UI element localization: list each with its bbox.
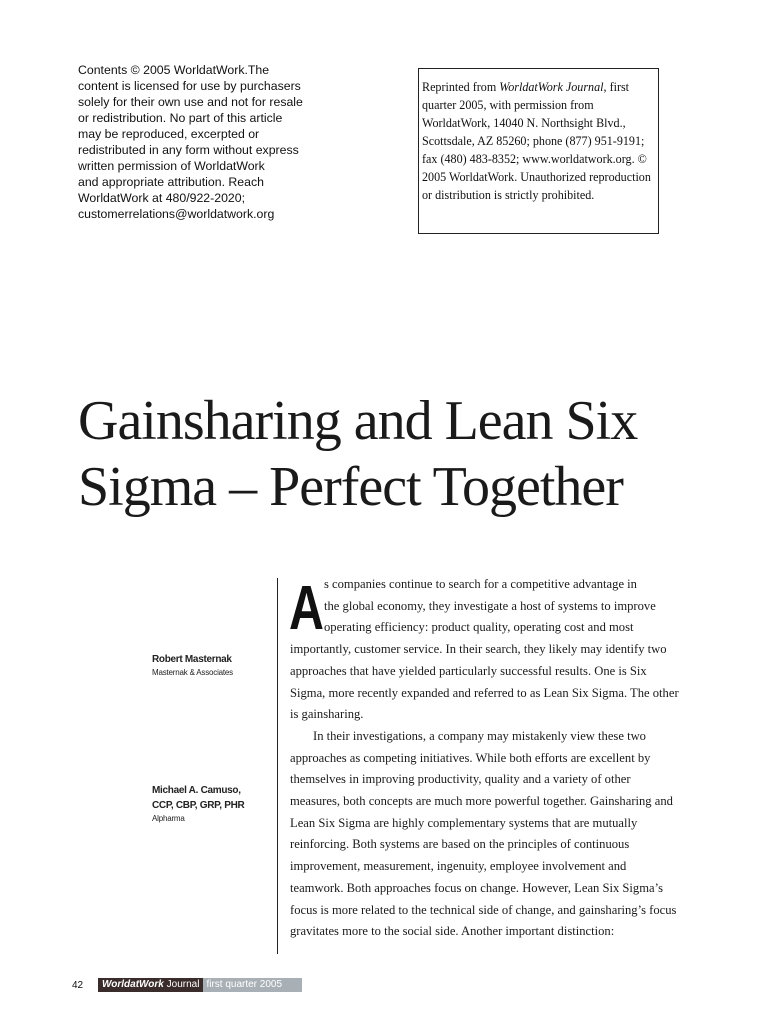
paragraph-2: In their investigations, a company may mistakenly view these two approaches as competing initiatives. While both efforts are excellent by themselves in improving productivity, quality and a variety of other measures, both concepts are much more powerful together. Gainsharing and Lean Six Sigma are highly complementary systems that are mutually reinforcing. Both systems are based on the principles of continuous improvement, measurement, ingenuity, employee involvement and teamwork. Both approaches focus on change. However, Lean Six Sigma’s focus is more related to the technical side of change, and gainsharing’s focus gravitates more to the social side. Another important distinction: bbox=[290, 728, 677, 939]
reprint-text-before: Reprinted from bbox=[422, 80, 500, 94]
author-2-name-line-2: CCP, CBP, GRP, PHR bbox=[152, 800, 245, 811]
copyright-notice: Contents © 2005 WorldatWork.The content is licensed for use by purchasers solely for their own use and not for resale or redistribution. No part of this article may be reproduced, excerpted or redistributed in any form without express written permission of WorldatWork and appropriate attribution. Reach WorldatWork at 480/922-2020; customerrelations@worldatwork.org bbox=[78, 63, 303, 221]
issue-label: first quarter 2005 bbox=[203, 978, 302, 992]
journal-suffix: Journal bbox=[163, 979, 200, 990]
paragraph-1-line-1: s companies continue to search for a competitive advantage in bbox=[324, 577, 637, 591]
paragraph-1-rest: importantly, customer service. In their search, they likely may identify two approaches that have yielded particularly successful results. One is Six Sigma, more recently expanded and referred to as Lean Six Sigma. The other is gainsharing. bbox=[290, 642, 679, 722]
reprint-text-after: , first quarter 2005, with permission from WorldatWork, 14040 N. Northsight Blvd., Scottsdale, AZ 85260; phone (877) 951-9191; fax (480) 483-8352; www.worldatwork.org. © 2005 WorldatWork. Unauthorized reproduction or distribution is strictly prohibited. bbox=[422, 80, 651, 202]
author-1-affiliation: Masternak & Associates bbox=[152, 668, 233, 677]
article-body bbox=[290, 574, 682, 943]
page-number: 42 bbox=[72, 979, 84, 991]
page-footer bbox=[72, 978, 302, 992]
journal-wordmark: WorldatWork bbox=[102, 979, 164, 990]
author-2-name-line-1: Michael A. Camuso, bbox=[152, 785, 241, 796]
paragraph-1 bbox=[290, 574, 682, 726]
column-divider bbox=[277, 578, 278, 954]
author-2 bbox=[152, 783, 272, 824]
title-line-2: Sigma – Perfect Together bbox=[78, 456, 623, 518]
journal-banner bbox=[98, 978, 302, 992]
reprint-journal-name: WorldatWork Journal bbox=[499, 80, 604, 94]
article-title bbox=[78, 388, 718, 520]
title-line-1: Gainsharing and Lean Six bbox=[78, 390, 638, 452]
reprint-notice-box bbox=[418, 68, 659, 234]
paragraph-1-line-2: the global economy, they investigate a host of systems to improve bbox=[324, 598, 656, 613]
journal-name bbox=[98, 978, 203, 992]
author-1 bbox=[152, 652, 272, 678]
author-1-name: Robert Masternak bbox=[152, 654, 232, 665]
author-2-affiliation: Alpharma bbox=[152, 814, 185, 823]
drop-cap: A bbox=[289, 574, 324, 643]
paragraph-1-line-3: operating efficiency: product quality, operating cost and most bbox=[324, 620, 634, 635]
